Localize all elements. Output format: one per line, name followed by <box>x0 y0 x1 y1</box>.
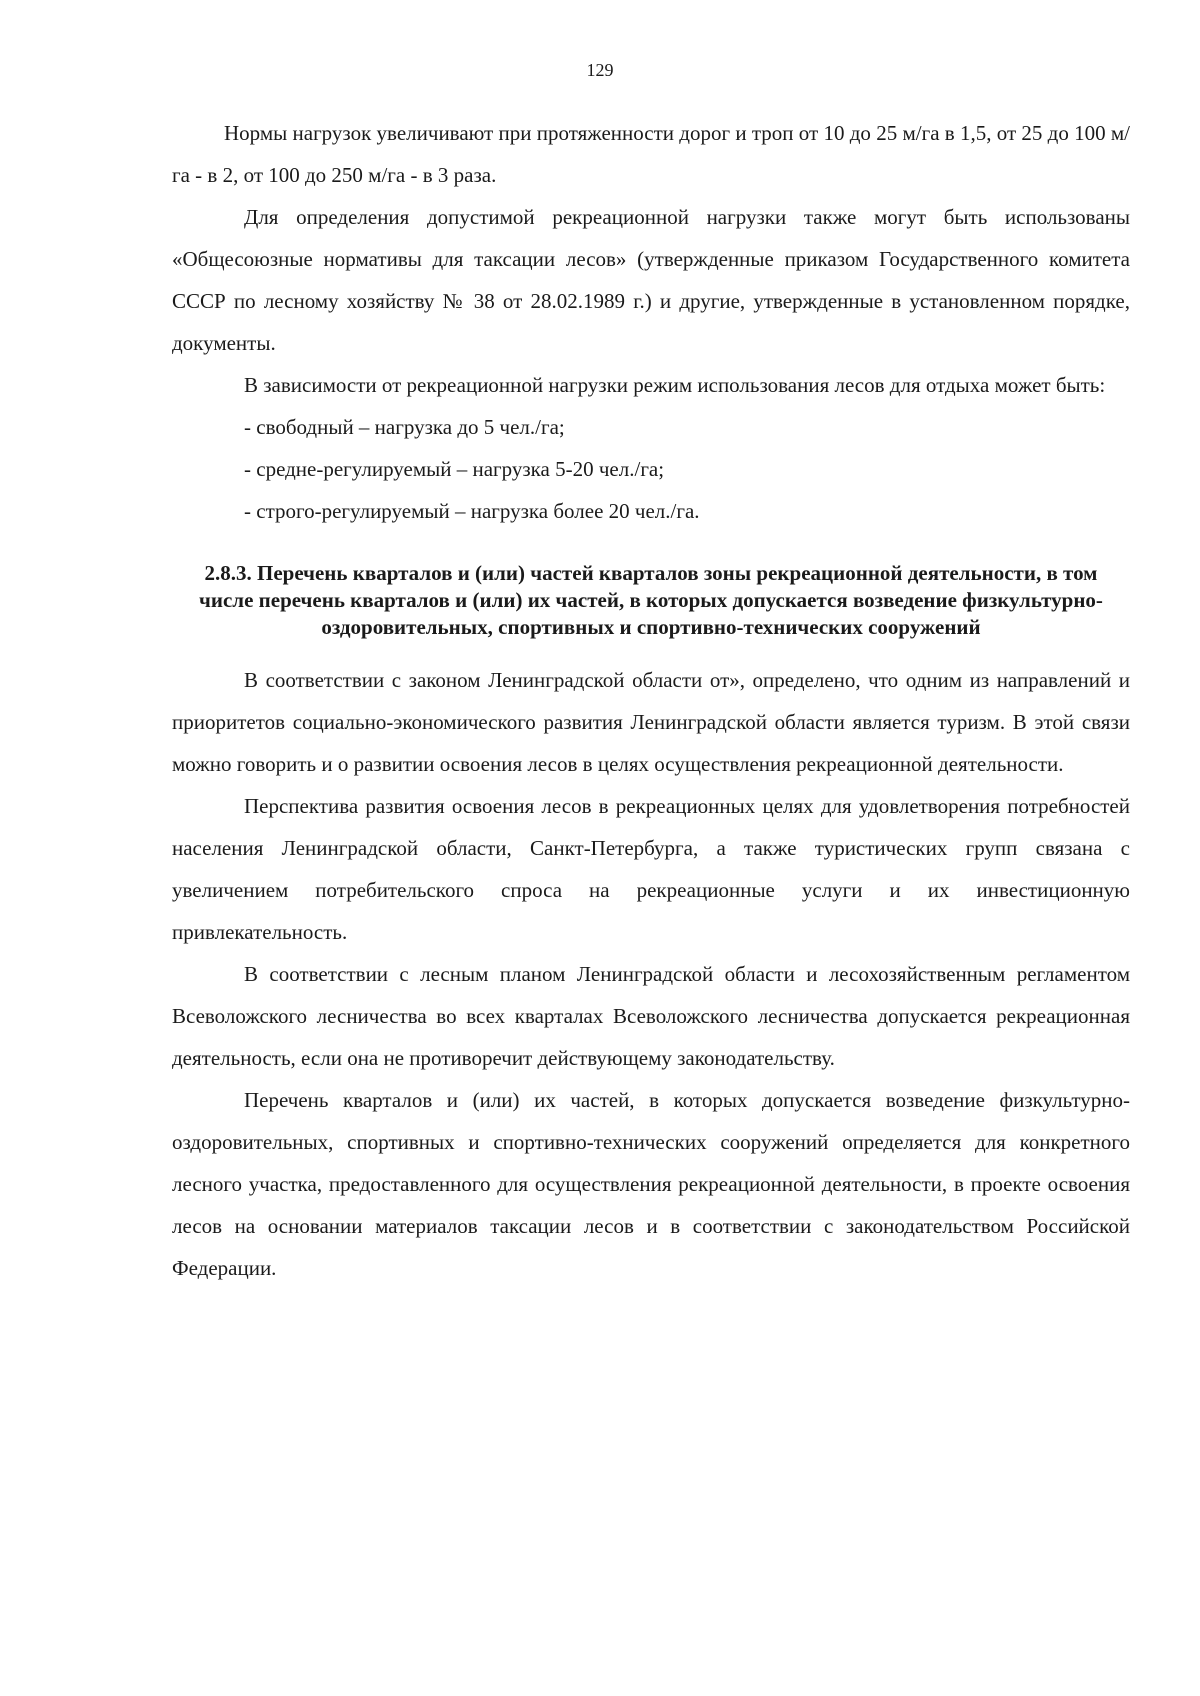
paragraph-forest-plan: В соответствии с лесным планом Ленинградской области и лесохозяйственным регламентом Всеволожского лесничества во всех кварталах Всеволожского лесничества допускается рекреационная деятельность, если она не противоречит действующему законодательству. <box>172 962 1130 1070</box>
paragraph-facilities-list: Перечень кварталов и (или) их частей, в которых допускается возведение физкультурно-оздоровительных, спортивных и спортивно-технических сооружений определяется для конкретного лесного участка, предоставленного для осуществления рекреационной деятельности, в проекте освоения лесов на основании материалов таксации лесов и в соответствии с законодательством Российской Федерации. <box>172 1088 1130 1280</box>
section-heading: 2.8.3. Перечень кварталов и (или) частей кварталов зоны рекреационной деятельности, в том числе перечень кварталов и (или) их частей, в которых допускается возведение физкультурно-оздоровительных, спортивных и спортивно-технических сооружений <box>199 561 1103 639</box>
page-content <box>172 112 1130 1289</box>
paragraph-load-standards: Для определения допустимой рекреационной нагрузки также могут быть использованы «Общесоюзные нормативы для таксации лесов» (утвержденные приказом Государственного комитета СССР по лесному хозяйству № 38 от 28.02.1989 г.) и другие, утвержденные в установленном порядке, документы. <box>172 205 1130 355</box>
paragraph-regime-intro: В зависимости от рекреационной нагрузки режим использования лесов для отдыха может быть: <box>244 373 1106 397</box>
paragraph-tourism-priority: В соответствии с законом Ленинградской области от», определено, что одним из направлений и приоритетов социально-экономического развития Ленинградской области является туризм. В этой связи можно говорить и о развитии освоения лесов в целях осуществления рекреационной деятельности. <box>172 668 1130 776</box>
regime-list <box>172 406 1130 532</box>
list-item: - средне-регулируемый – нагрузка 5-20 чел./га; <box>244 457 665 481</box>
page-number: 129 <box>586 60 614 80</box>
paragraph-load-norms: Нормы нагрузок увеличивают при протяженности дорог и троп от 10 до 25 м/га в 1,5, от 25 до 100 м/га - в 2, от 100 до 250 м/га - в 3 раза. <box>172 121 1130 187</box>
list-item: - строго-регулируемый – нагрузка более 20 чел./га. <box>244 499 700 523</box>
paragraph-development-perspective: Перспектива развития освоения лесов в рекреационных целях для удовлетворения потребностей населения Ленинградской области, Санкт-Петербурга, а также туристических групп связана с увеличением потребительского спроса на рекреационные услуги и их инвестиционную привлекательность. <box>172 794 1130 944</box>
list-item: - свободный – нагрузка до 5 чел./га; <box>244 415 565 439</box>
